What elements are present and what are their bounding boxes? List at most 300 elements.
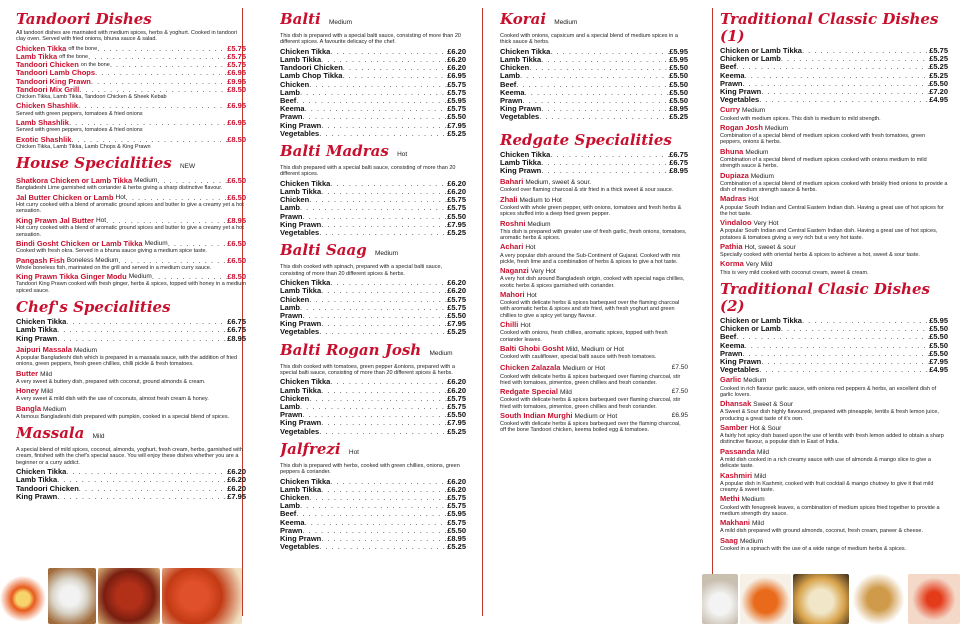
item-name: Chicken Tikka xyxy=(280,476,331,486)
dish-heading xyxy=(720,424,948,433)
item-price: £6.75 xyxy=(669,157,688,167)
item-name: Tandoori Mix Grill xyxy=(16,84,80,94)
dot-leader xyxy=(57,476,227,484)
dish-heading xyxy=(720,260,948,269)
dish-name-text: Roshni xyxy=(500,218,526,228)
price-row xyxy=(280,196,466,204)
dot-leader xyxy=(743,80,930,88)
item-price: £6.20 xyxy=(447,476,466,486)
dot-leader xyxy=(330,478,447,486)
dish-name-text: Vindaloo xyxy=(720,218,752,228)
item-name: Keema xyxy=(280,104,305,114)
dish-entry xyxy=(720,172,948,194)
dot-leader xyxy=(330,48,447,56)
dish-name-text: Jaipuri Massala xyxy=(16,344,72,354)
item-price: £6.20 xyxy=(447,55,466,65)
dish-name-text: Korma xyxy=(720,259,744,269)
price-row xyxy=(720,366,948,374)
dot-leader xyxy=(321,320,447,328)
dot-leader xyxy=(300,502,447,510)
item-price: £6.20 xyxy=(447,385,466,395)
dish-heading xyxy=(500,321,688,330)
food-photo xyxy=(48,568,96,624)
dish-desc: A mild dish cooked in a rich creamy sauce with use of almonds & mango slice to give a delicate taste. xyxy=(720,456,931,470)
item-price: £5.50 xyxy=(669,96,688,106)
item-name: Lamb xyxy=(280,401,301,411)
price-row xyxy=(720,342,948,350)
dot-leader xyxy=(309,196,447,204)
dish-heading xyxy=(500,267,688,276)
price-row xyxy=(16,240,246,248)
dish-name xyxy=(720,219,948,228)
item-name: Prawn xyxy=(720,78,743,88)
item-price: £5.75 xyxy=(447,294,466,304)
price-row xyxy=(280,89,466,97)
roganjosh-list xyxy=(280,378,466,435)
price-row xyxy=(16,194,246,202)
item-price: £5.50 xyxy=(447,410,466,420)
item-price: £6.50 xyxy=(227,255,246,265)
price-row xyxy=(280,130,466,138)
dish-name xyxy=(720,519,948,528)
item-name: Prawn xyxy=(280,211,303,221)
item-name: Lamb Tikka xyxy=(500,55,542,65)
section-title-massala xyxy=(16,425,246,445)
item-name: Prawn xyxy=(280,410,303,420)
dot-leader xyxy=(296,97,447,105)
price-row xyxy=(720,55,948,63)
item-price: £6.95 xyxy=(227,101,246,111)
food-photo xyxy=(851,574,907,624)
dot-leader xyxy=(330,378,447,386)
dish-heading xyxy=(16,370,246,379)
dish-entry xyxy=(720,424,948,446)
item-price: £6.50 xyxy=(227,176,246,186)
spice-level: Hot xyxy=(526,291,537,299)
dot-leader xyxy=(300,304,447,312)
spice-level: Hot xyxy=(95,216,107,224)
item-name: Chicken Tikka xyxy=(500,46,551,56)
price-row xyxy=(280,105,466,113)
dish-desc: A famous Bangladeshi dish prepared with pumpkin, cooked in a special blend of spices. xyxy=(16,413,230,420)
item-price: £5.50 xyxy=(447,310,466,320)
price-row xyxy=(500,89,688,97)
food-photo xyxy=(793,574,849,624)
section-title-text: Balti Rogan Josh xyxy=(280,340,422,359)
food-photo-strip-right xyxy=(702,574,960,624)
item-name: Jal Butter Chicken or Lamb xyxy=(16,192,114,202)
dish-name-text: Zhali xyxy=(500,194,518,204)
dot-leader xyxy=(91,78,227,86)
dish-entry xyxy=(720,148,948,170)
dish-heading xyxy=(16,346,246,355)
price-row xyxy=(500,64,688,72)
dot-leader xyxy=(110,61,227,69)
section-title-chefs: Chef's Specialities xyxy=(16,298,171,317)
dot-leader xyxy=(97,45,227,53)
spice-level: Medium xyxy=(745,148,769,156)
item-name: Lamb Tikka xyxy=(280,55,322,65)
dish-desc: A popular dish in Kashmir, cooked with fruit cocktail & mango chutney to give it that mild creamy & sweet taste. xyxy=(720,480,934,494)
item-name: Tandoori Chicken xyxy=(280,63,343,73)
dot-leader xyxy=(300,204,447,212)
item-price: £6.20 xyxy=(227,483,246,493)
dish-heading xyxy=(720,172,948,181)
item-name: Prawn xyxy=(720,348,743,358)
item-desc: Cooked with fresh okra. Served in a bhuna sauce giving a medium spice taste. xyxy=(16,248,208,255)
spice-level: Sweet & Sour xyxy=(753,401,794,409)
spice-level: Hot xyxy=(525,244,536,252)
item-name: Chicken xyxy=(280,393,310,403)
spice-level: Hot & Sour xyxy=(749,424,782,432)
dot-leader xyxy=(541,56,669,64)
dish-entry xyxy=(720,376,948,398)
price-row xyxy=(16,177,246,185)
item-name: Chicken or Lamb Tikka xyxy=(720,315,802,325)
item-name: Lamb xyxy=(280,203,301,213)
dish-heading xyxy=(500,178,688,187)
item-desc: Served with green peppers, tomatoes & fried onions xyxy=(16,110,143,117)
dish-heading xyxy=(500,220,688,229)
dot-leader xyxy=(305,105,448,113)
item-name: King Prawn Jal Butter xyxy=(16,215,94,225)
dish-name-text: Rogan Josh xyxy=(720,122,763,132)
item-price: £5.50 xyxy=(669,79,688,89)
dish-heading xyxy=(16,405,246,414)
item-name: Tandoori Chicken xyxy=(16,60,79,70)
item-name: Prawn xyxy=(280,112,303,122)
item-name: Lamb Tikka xyxy=(280,385,322,395)
spice-level: Mild xyxy=(40,388,53,396)
redgate-prices xyxy=(500,151,688,176)
massala-list xyxy=(16,468,246,501)
dot-leader xyxy=(321,419,447,427)
item-price: £5.75 xyxy=(447,195,466,205)
dish-name-text: Naganzi xyxy=(500,266,529,276)
item-price: £7.95 xyxy=(447,418,466,428)
dot-leader xyxy=(319,543,447,551)
dish-heading xyxy=(500,388,688,397)
dish-entry xyxy=(720,537,948,553)
dish-desc: Cooked in rich flavour garlic sauce, with onions red peppers & herbs, an excellent dish of garlic lovers. xyxy=(720,385,937,398)
item-price: £8.95 xyxy=(447,533,466,543)
item-name: King Prawn xyxy=(280,319,322,329)
item-name: Vegetables xyxy=(280,426,320,436)
spice-level: Medium xyxy=(374,250,399,258)
item-name: Chicken xyxy=(280,492,310,502)
dot-leader xyxy=(759,96,929,104)
dot-leader xyxy=(802,317,929,325)
item-desc: Served with green peppers, tomatoes & fried onions xyxy=(16,127,143,134)
dish-heading xyxy=(720,400,948,409)
dish-desc: A Sweet & Sour dish highly flavoured, prepared with pineapple, lentils & fresh lemon juice, producing a great taste of it's own. xyxy=(720,409,939,422)
item-price: £5.75 xyxy=(929,46,948,55)
price-row xyxy=(280,204,466,212)
item-name: Chicken Tikka xyxy=(16,467,67,477)
spice-level: Hot xyxy=(520,322,531,330)
dot-leader xyxy=(319,229,447,237)
dish-name-text: Saag xyxy=(720,535,738,545)
tandoori-list xyxy=(16,45,246,150)
item-name: Prawn xyxy=(280,525,303,535)
dish-name xyxy=(500,196,688,205)
price-row xyxy=(16,493,246,501)
dish-price: £7.50 xyxy=(671,364,688,372)
item-price: £8.50 xyxy=(227,272,246,282)
dish-desc: A mild dish prepared with ground almonds, coconut, fresh cream, paneer & cheese. xyxy=(720,528,924,535)
item-name: Prawn xyxy=(500,96,523,106)
item-name: Tandoori Lamb Chops xyxy=(16,68,96,78)
food-photo xyxy=(702,574,738,624)
item-price: £5.75 xyxy=(227,60,246,70)
dish-desc: A popular South Indian and Central Eastern Indian dish. Having a great use of hot spices for the hot taste. xyxy=(720,204,944,217)
spice-level: Medium xyxy=(527,220,551,228)
item-price: £5.25 xyxy=(929,70,948,80)
item-name: Lamb Tikka xyxy=(500,157,542,167)
item-name: Vegetables xyxy=(720,95,760,105)
spice-level: Medium to Hot xyxy=(519,196,562,204)
section-desc: This dish cooked with spinach, prepared with a special balti sauce, consisting of more than 20 different spices & herbs. xyxy=(280,264,443,277)
dot-leader xyxy=(525,89,670,97)
dish-entry xyxy=(500,220,688,242)
spice-level: Medium xyxy=(741,496,765,504)
item-price: £5.50 xyxy=(929,348,948,358)
item-name: Lamb xyxy=(280,302,301,312)
dish-desc: A very sweet & buttery dish, prepared with coconut, ground almonds & cream. xyxy=(16,378,206,385)
price-row xyxy=(16,136,246,144)
item-price: £5.95 xyxy=(929,315,948,325)
section-title-tandoori: Tandoori Dishes xyxy=(16,10,152,28)
section-desc: Cooked with onions, capsicum and a special blend of medium spices in a thick sauce & herbs. xyxy=(500,33,678,46)
item-price: £6.95 xyxy=(447,71,466,81)
item-name: Chicken xyxy=(280,195,310,205)
item-price: £5.25 xyxy=(447,327,466,337)
item-price: £5.75 xyxy=(447,492,466,502)
item-price: £5.25 xyxy=(669,112,688,122)
redgate-priced-dishes xyxy=(500,364,688,433)
item-name: Tandoori King Prawn xyxy=(16,76,91,86)
item-price: £7.95 xyxy=(447,120,466,130)
item-name: Chicken Tikka xyxy=(16,43,67,53)
item-price: £6.20 xyxy=(227,475,246,485)
menu-column-3 xyxy=(500,6,688,624)
item-name: Vegetables xyxy=(720,365,760,375)
price-row xyxy=(280,543,466,551)
food-photo xyxy=(740,574,792,624)
item-price: £7.95 xyxy=(447,319,466,329)
trad2-list xyxy=(720,317,948,374)
dish-name-text: Dupiaza xyxy=(720,170,749,180)
dish-entry xyxy=(720,260,948,276)
dot-leader xyxy=(529,64,669,72)
section-title-text: Balti xyxy=(280,10,321,28)
dish-desc: This dish is prepared with greater use of fresh garlic, fresh onions, tomatoes, aromatic herbs & spices. xyxy=(500,228,687,242)
dish-entry xyxy=(720,106,948,122)
dish-name xyxy=(500,291,688,300)
item-name: Lamb Chop Tikka xyxy=(280,71,343,81)
item-price: £6.50 xyxy=(227,238,246,248)
dot-leader xyxy=(66,468,227,476)
dot-leader xyxy=(541,167,669,175)
item-name: King Prawn xyxy=(280,219,322,229)
dot-leader xyxy=(79,86,227,94)
menu-column-1 xyxy=(16,6,246,624)
section-desc: This dish is prepared with herbs, cooked with green chillies, onions, green peppers & coriander. xyxy=(280,462,460,476)
item-name: Shatkora Chicken or Lamb Tikka xyxy=(16,176,133,186)
dish-name xyxy=(720,260,948,269)
chefs-prices xyxy=(16,318,246,343)
dish-name xyxy=(16,405,246,414)
item-price: £5.95 xyxy=(669,55,688,65)
item-price: £6.20 xyxy=(447,46,466,56)
dish-desc: Cooked with cauliflower, special balti sauce with fresh tomatoes. xyxy=(500,354,657,361)
dot-leader xyxy=(296,510,447,518)
spice-level: Very Hot xyxy=(753,220,779,228)
item-name: Chicken Tikka xyxy=(280,46,331,56)
item-name: Chicken Tikka xyxy=(280,178,331,188)
item-name: King Prawn Tikka Ginger Modu xyxy=(16,272,127,282)
dish-name-text: Chilli xyxy=(500,320,519,330)
dish-heading xyxy=(720,148,948,157)
madras-list xyxy=(280,180,466,237)
item-price: £5.50 xyxy=(447,211,466,221)
item-name: Lamb Shashlik xyxy=(16,118,69,128)
dish-desc: A popular Bangladeshi dish which is prepared in a massala sauce, with the addition of fried onions, green peppers, fresh green chillies, chilli pickle & fresh tomatoes. xyxy=(16,354,238,368)
dot-leader xyxy=(57,326,227,334)
item-price: £6.20 xyxy=(447,63,466,73)
item-desc: Hot curry cooked with a blend of aromatic ground spices and butter to give a creamy yet a hot sensation. xyxy=(16,202,244,215)
price-row xyxy=(16,119,246,127)
section-title-traditional-1: Traditional Classic Dishes (1) xyxy=(720,10,939,45)
dot-leader xyxy=(745,342,930,350)
dish-name xyxy=(500,364,672,373)
dish-entry xyxy=(500,412,688,434)
dish-name-text: Redgate Special xyxy=(500,387,558,397)
dish-entry xyxy=(16,370,246,386)
dish-name xyxy=(720,243,948,252)
item-price: £6.75 xyxy=(227,317,246,327)
section-title-text: Jalfrezi xyxy=(280,439,341,458)
price-row xyxy=(280,395,466,403)
item-price: £6.20 xyxy=(447,377,466,387)
spice-level: Hot xyxy=(115,193,126,201)
dot-leader xyxy=(69,119,227,127)
spice-level: Medium or Hot xyxy=(562,365,606,373)
dot-leader xyxy=(342,72,447,80)
section-title-text: Balti Madras xyxy=(280,142,389,161)
section-title-rogan-josh xyxy=(280,342,466,362)
item-price: £7.95 xyxy=(447,219,466,229)
spice-level: Medium, sweet & sour. xyxy=(525,179,592,187)
spice-level: Medium xyxy=(739,537,764,545)
item-name: Beef xyxy=(720,62,737,72)
item-name: Exotic Shashlik xyxy=(16,134,72,144)
price-row xyxy=(16,86,246,94)
dish-name xyxy=(720,424,948,433)
new-badge: NEW xyxy=(179,163,196,171)
dish-desc: Cooked with onions, fresh chillies, aromatic spices, topped with fresh coriander leaves. xyxy=(500,330,668,343)
korai-list xyxy=(500,48,688,122)
item-price: £6.95 xyxy=(227,68,246,78)
dot-leader xyxy=(152,273,227,281)
dish-name-text: Bangla xyxy=(16,403,42,413)
dot-leader xyxy=(303,113,448,121)
section-title-madras xyxy=(280,143,466,163)
spice-level: Hot, sweet & sour xyxy=(744,243,796,251)
spice-level: Medium xyxy=(743,377,767,385)
dish-desc: Combination of a special blend of medium spices cooked with onions medium to mild strength sauce & herbs. xyxy=(720,156,927,170)
dot-leader xyxy=(309,81,447,89)
dish-entry xyxy=(720,519,948,535)
dish-entry xyxy=(500,345,688,361)
dish-entry xyxy=(500,321,688,343)
item-name: King Prawn xyxy=(16,491,58,501)
dot-leader xyxy=(321,535,447,543)
dish-name-text: Pathia xyxy=(720,241,743,251)
item-price: £6.95 xyxy=(227,118,246,128)
item-price: £6.20 xyxy=(227,467,246,477)
section-desc: A special blend of mild spices, coconut, almonds, yoghurt, fresh cream, herbs, garnished with cream, finished with the chef's special sauce. You will enjoy these dishes whether you are a beginner or a curry addict. xyxy=(16,447,243,466)
item-price: £5.25 xyxy=(929,62,948,72)
dot-leader xyxy=(781,55,929,63)
spice-level: Medium xyxy=(764,124,789,132)
price-row xyxy=(280,519,466,527)
item-price: £5.75 xyxy=(447,203,466,213)
item-name: Lamb xyxy=(500,71,521,81)
dish-heading xyxy=(16,387,246,396)
item-price: £5.95 xyxy=(447,96,466,106)
dish-name xyxy=(720,148,948,157)
item-name: Lamb Tikka xyxy=(280,484,322,494)
dish-name xyxy=(720,106,948,115)
item-price: £8.50 xyxy=(227,84,246,94)
dot-leader xyxy=(736,63,929,71)
dot-leader xyxy=(523,97,670,105)
trad1-dishes xyxy=(720,106,948,275)
item-name: Keema xyxy=(720,340,745,350)
item-name: Lamb Tikka xyxy=(16,325,58,335)
item-price: £5.25 xyxy=(447,228,466,238)
item-name: Chicken or Lamb xyxy=(720,54,781,64)
spice-level: Medium xyxy=(742,107,766,115)
price-row xyxy=(500,167,688,175)
spice-level: Mild xyxy=(752,520,764,528)
dish-name-text: Chicken Zalazala xyxy=(500,363,561,373)
dot-leader xyxy=(319,428,447,436)
menu-column-2 xyxy=(280,6,466,624)
balti-list xyxy=(280,48,466,138)
price-row xyxy=(500,81,688,89)
dot-leader xyxy=(309,494,447,502)
item-name: Chicken xyxy=(500,63,530,73)
dish-desc: Specially cooked with oriental herbs & spices to achieve a hot, sweet & sour taste. xyxy=(720,252,920,259)
item-name: Beef xyxy=(500,79,517,89)
price-row xyxy=(500,113,688,121)
dish-entry xyxy=(500,267,688,289)
section-title-balti xyxy=(280,11,466,31)
dish-name xyxy=(720,376,948,385)
trad2-dishes xyxy=(720,376,948,552)
dish-entry xyxy=(16,405,246,421)
dish-name xyxy=(720,172,948,181)
dish-entry xyxy=(16,387,246,403)
dot-leader xyxy=(321,486,447,494)
item-price: £5.50 xyxy=(447,112,466,122)
price-row xyxy=(280,494,466,502)
dot-leader xyxy=(539,113,669,121)
item-name: Keema xyxy=(280,517,305,527)
item-name: Beef xyxy=(280,509,297,519)
